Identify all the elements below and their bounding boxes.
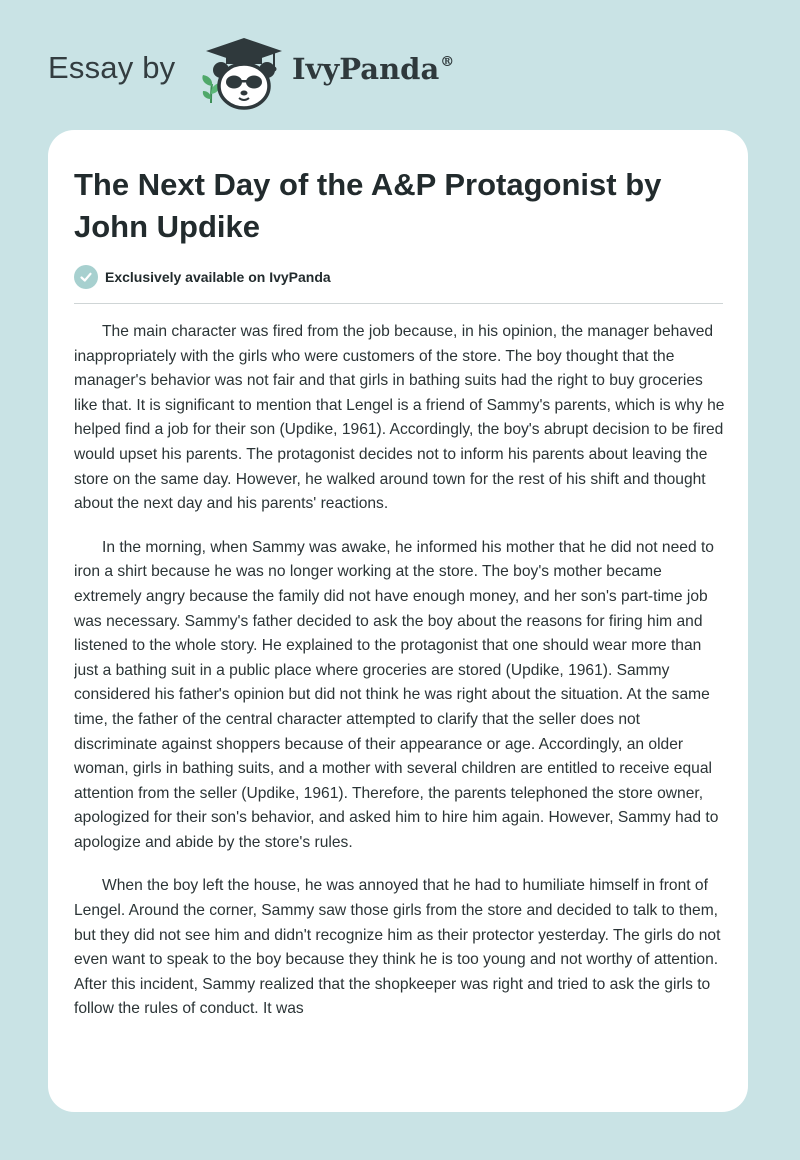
essay-paragraph: When the boy left the house, he was annoyed that he had to humiliate himself in front of Lengel. Around the corner, Sammy saw those girls from the store and decided to talk to them, but they did not see him and didn't recognize him as their protector yesterday. The girls do not even want to speak to the boy because they think he is too young and not worthy of attention. After this incident, Sammy realized that the shopkeeper was right and tried to ask the girls to follow the rules of conduct. It was bbox=[74, 877, 721, 1018]
brand-name-text: IvyPanda bbox=[292, 52, 440, 86]
registered-mark: ® bbox=[440, 54, 455, 70]
essay-by-label: Essay by bbox=[48, 50, 176, 85]
essay-card bbox=[48, 130, 748, 1112]
essay-paragraph: In the morning, when Sammy was awake, he informed his mother that he did not need to iron a shirt because he was no longer working at the store. The boy's mother became extremely angry because the family did not have enough money, and her son's part-time job was necessary. Sammy's father decided to ask the boy about the reasons for firing him and listened to the whole story. He explained to the protagonist that one should wear more than just a bathing suit in a public place where groceries are stored (Updike, 1961). Sammy considered his father's opinion but did not think he was right about the situation. At the same time, the father of the central character attempted to clarify that the seller does not discriminate against shoppers because of their appearance or age. Accordingly, an older woman, girls in bathing suits, and a mother with several children are entitled to receive equal attention from the seller (Updike, 1961). Therefore, the parents telephoned the store owner, apologized for their son's behavior, and asked him to hire him again. However, Sammy had to apologize and abide by the store's rules. bbox=[74, 538, 719, 851]
panda-graduate-logo-icon bbox=[204, 36, 284, 112]
essay-title: The Next Day of the A&P Protagonist by John Updike bbox=[74, 167, 662, 244]
exclusive-badge bbox=[74, 264, 331, 290]
essay-body bbox=[74, 320, 725, 1090]
check-icon bbox=[74, 265, 98, 289]
essay-paragraph: The main character was fired from the job because, in his opinion, the manager behaved inappropriately with the girls who were customers of the store. The boy thought that the manager's behavior was not fair and that girls in bathing suits had the right to buy groceries like that. It is significant to mention that Lengel is a friend of Sammy's parents, which is why he helped find a job for their son (Updike, 1961). Accordingly, the boy's abrupt decision to be fired would upset his parents. The protagonist decides not to inform his parents about leaving the store on the same day. However, he walked around town for the rest of his shift and thought about the next day and his parents' reactions. bbox=[74, 323, 725, 513]
title-divider bbox=[74, 303, 723, 304]
brand-name bbox=[292, 52, 454, 86]
site-header bbox=[48, 34, 548, 114]
exclusive-badge-text: Exclusively available on IvyPanda bbox=[105, 269, 331, 285]
